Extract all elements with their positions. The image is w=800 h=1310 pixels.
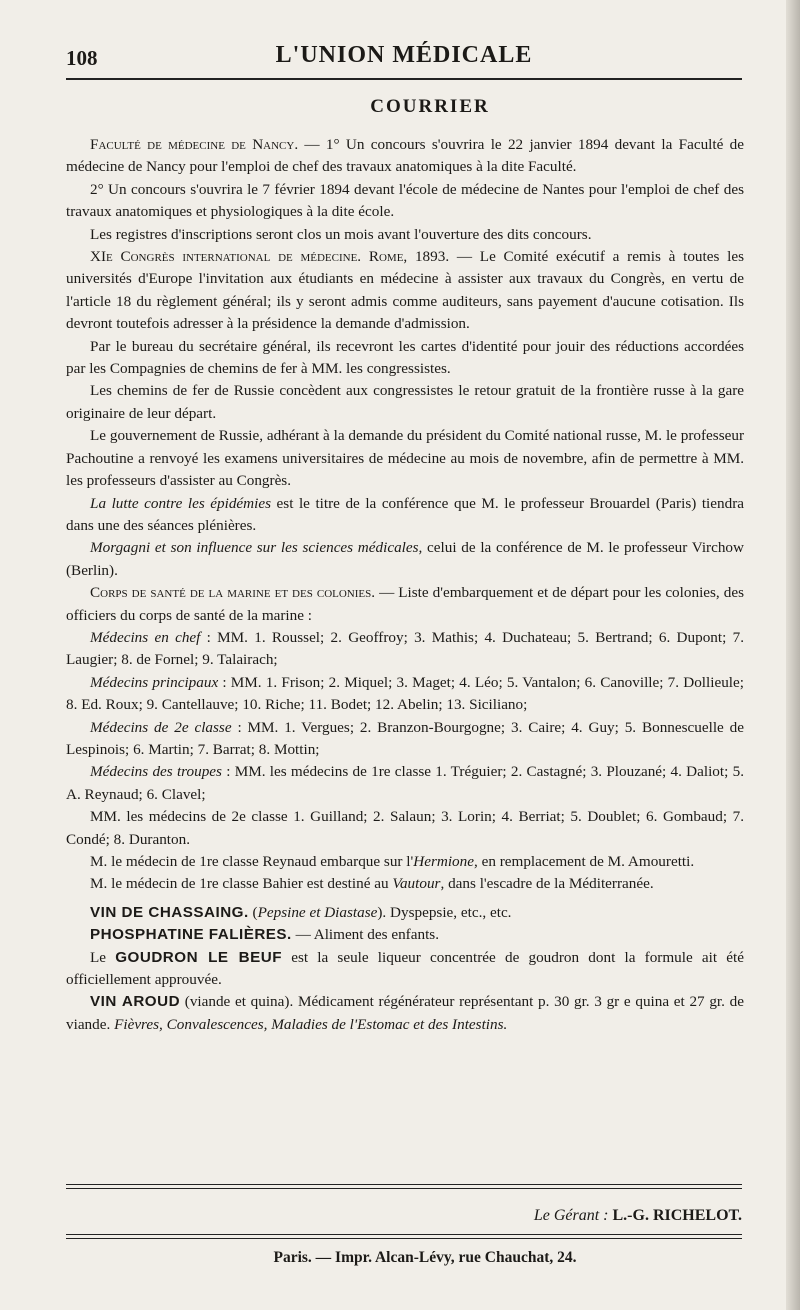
advertisement: VIN DE CHASSAING. (Pepsine et Diastase). Dyspepsie, etc., etc.	[90, 903, 512, 921]
advertisement: VIN AROUD (viande et quina). Médicament régénérateur représentant p. 30 gr. 3 gr e quina et 27 gr. de viande. Fièvres, Convalescences, Maladies de l'Estomac et des Intestins.	[66, 993, 744, 1033]
paragraph: Les registres d'inscriptions seront clos un mois avant l'ouverture des dits concours.	[90, 225, 592, 243]
paragraph: Le gouvernement de Russie, adhérant à la demande du président du Comité national russe, M. le professeur Pachoutine a renvoyé les examens universitaires de médecine au mois de novembre, afin de permettre à MM. les professeurs d'assister au Congrès.	[66, 427, 744, 490]
page-edge-shadow	[786, 0, 800, 1310]
paragraph: Médecins de 2e classe : MM. 1. Vergues; 2. Branzon-Bourgogne; 3. Caire; 4. Guy; 5. Bonnescuelle de Lespinois; 6. Martin; 7. Barrat; 8. Mottin;	[66, 718, 744, 758]
paragraph: Par le bureau du secrétaire général, ils recevront les cartes d'identité pour jouir des réductions accordées par les Compagnies de chemins de fer à MM. les congressistes.	[66, 337, 744, 378]
section-rule	[66, 1184, 742, 1189]
article-body	[66, 134, 744, 1036]
header-rule	[66, 78, 742, 80]
journal-title: L'UNION MÉDICALE	[275, 42, 533, 68]
advertisement: Le GOUDRON LE BEUF est la seule liqueur concentrée de goudron dont la formule ait été officiellement approuvée.	[66, 948, 744, 989]
footer-rule	[66, 1234, 742, 1239]
paragraph: Médecins des troupes : MM. les médecins de 1re classe 1. Tréguier; 2. Castagné; 3. Plouzané; 4. Daliot; 5. A. Reynaud; 6. Clavel;	[66, 763, 744, 803]
advertisement: PHOSPHATINE FALIÈRES. — Aliment des enfants.	[90, 926, 439, 944]
manager-signature: Le Gérant : L.-G. RICHELOT.	[533, 1207, 742, 1224]
paragraph: 2° Un concours s'ouvrira le 7 février 1894 devant l'école de médecine de Nantes pour l'emploi de chef des travaux anatomiques et physiologiques à la dite école.	[66, 180, 744, 221]
printer-imprint: Paris. — Impr. Alcan-Lévy, rue Chauchat, 24.	[273, 1249, 577, 1266]
paragraph: Médecins principaux : MM. 1. Frison; 2. Miquel; 3. Maget; 4. Léo; 5. Vantalon; 6. Canoville; 7. Dollieule; 8. Ed. Roux; 9. Cantellauve; 10. Riche; 11. Bodet; 12. Abelin; 13. Siciliano;	[66, 673, 744, 714]
paragraph: Corps de santé de la marine et des colonies. — Liste d'embarquement et de départ pour les colonies, des officiers du corps de santé de la marine :	[66, 584, 744, 624]
paragraph: M. le médecin de 1re classe Bahier est destiné au Vautour, dans l'escadre de la Méditerranée.	[90, 875, 654, 893]
page-number: 108	[66, 46, 98, 70]
paragraph: Médecins en chef : MM. 1. Roussel; 2. Geoffroy; 3. Mathis; 4. Duchateau; 5. Bertrand; 6. Dupont; 7. Laugier; 8. de Fornel; 9. Talairach;	[66, 628, 744, 669]
page-header	[66, 40, 742, 78]
paragraph: Morgagni et son influence sur les sciences médicales, celui de la conférence de M. le professeur Virchow (Berlin).	[66, 539, 744, 579]
paragraph: Les chemins de fer de Russie concèdent aux congressistes le retour gratuit de la frontière russe à la gare originaire de leur départ.	[66, 382, 744, 422]
paragraph: M. le médecin de 1re classe Reynaud embarque sur l'Hermione, en remplacement de M. Amouretti.	[90, 853, 695, 870]
paragraph: La lutte contre les épidémies est le titre de la conférence que M. le professeur Brouardel (Paris) tiendra dans une des séances plénières.	[66, 494, 744, 534]
paragraph: XIe Congrès international de médecine. Rome, 1893. — Le Comité exécutif a remis à toutes les universités d'Europe l'invitation aux étudiants en médecine à assister aux travaux du Congrès, en vertu de l'article 18 du règlement général; ils y seront admis comme auditeurs, sans payement d'aucune cotisation. Ils devront toutefois adresser à la présidence la demande d'admission.	[66, 248, 744, 333]
paragraph: MM. les médecins de 2e classe 1. Guilland; 2. Salaun; 3. Lorin; 4. Berriat; 5. Doublet; 6. Gombaud; 7. Condé; 8. Duranton.	[66, 808, 744, 848]
paragraph: Faculté de médecine de Nancy. — 1° Un concours s'ouvrira le 22 janvier 1894 devant la Faculté de médecine de Nancy pour l'emploi de chef des travaux anatomiques à la dite Faculté.	[66, 136, 744, 176]
section-title: COURRIER	[370, 96, 490, 117]
